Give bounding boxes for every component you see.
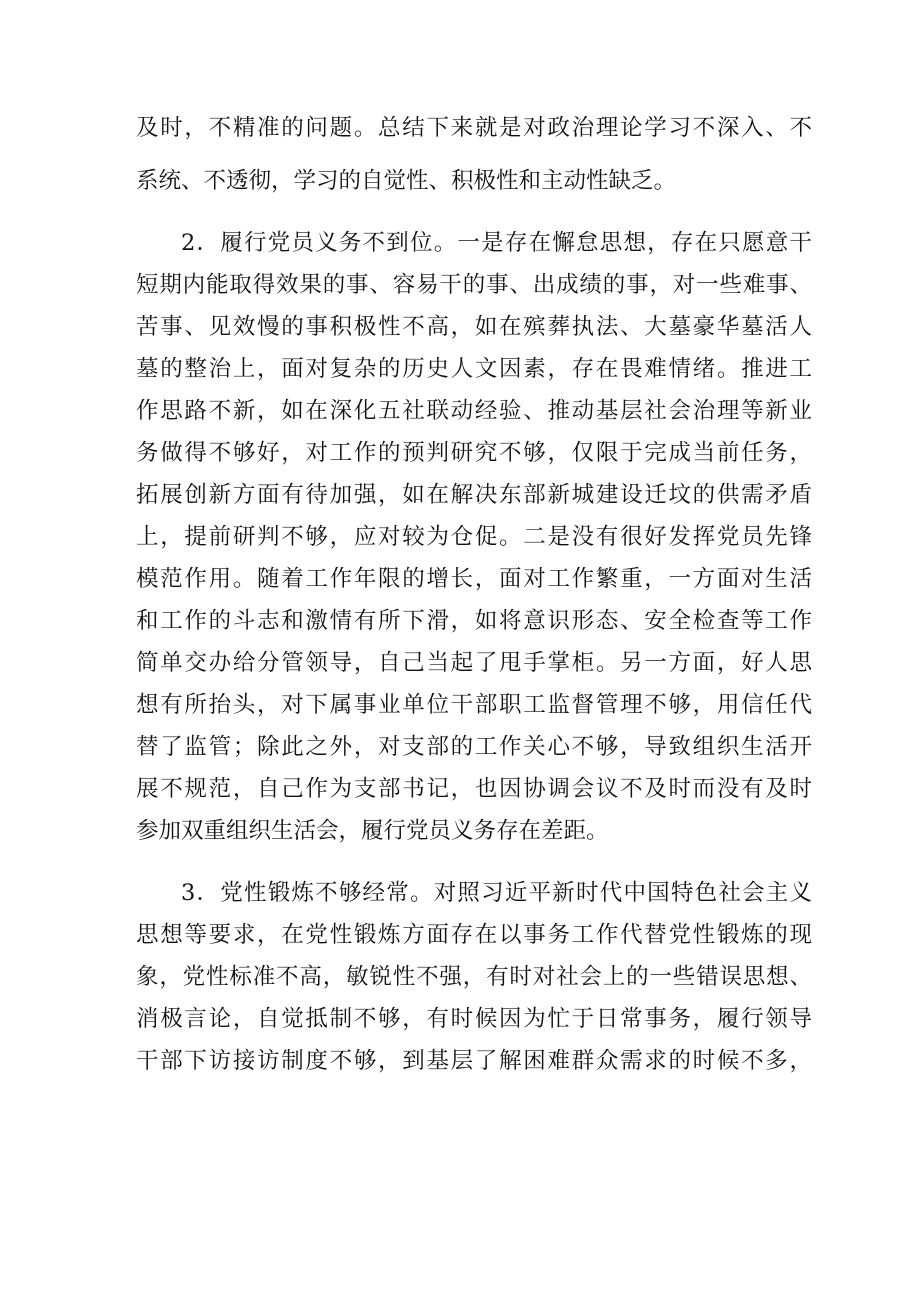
- text-line: 拓展创新方面有待加强，如在解决东部新城建设迁坟的供需矛盾: [136, 482, 812, 508]
- text-line: 展不规范，自己作为支部书记，也因协调会议不及时而没有及时: [136, 776, 812, 802]
- text-line: 思想等要求，在党性锻炼方面存在以事务工作代替党性锻炼的现: [136, 922, 812, 948]
- text-line: 墓的整治上，面对复杂的历史人文因素，存在畏难情绪。推进工: [136, 356, 812, 382]
- text-line: 干部下访接访制度不够，到基层了解困难群众需求的时候不多，: [136, 1048, 812, 1074]
- text-line: 简单交办给分管领导，自己当起了甩手掌柜。另一方面，好人思: [136, 650, 812, 676]
- text-line: 系统、不透彻，学习的自觉性、积极性和主动性缺乏。: [136, 168, 677, 194]
- text-line: 参加双重组织生活会，履行党员义务存在差距。: [136, 818, 609, 844]
- paragraph-heading-line: 3．党性锻炼不够经常。对照习近平新时代中国特色社会主义: [181, 880, 812, 906]
- text-line: 作思路不新，如在深化五社联动经验、推动基层社会治理等新业: [136, 398, 812, 424]
- text-line: 和工作的斗志和激情有所下滑，如将意识形态、安全检查等工作: [136, 608, 812, 634]
- paragraph-heading-line: 2．履行党员义务不到位。一是存在懈怠思想，存在只愿意干: [181, 230, 812, 256]
- text-line: 短期内能取得效果的事、容易干的事、出成绩的事，对一些难事、: [136, 272, 812, 298]
- text-line: 想有所抬头，对下属事业单位干部职工监督管理不够，用信任代: [136, 692, 812, 718]
- text-line: 苦事、见效慢的事积极性不高，如在殡葬执法、大墓豪华墓活人: [136, 314, 812, 340]
- text-line: 替了监管；除此之外，对支部的工作关心不够，导致组织生活开: [136, 734, 812, 760]
- text-line: 上，提前研判不够，应对较为仓促。二是没有很好发挥党员先锋: [136, 524, 812, 550]
- text-line: 及时，不精准的问题。总结下来就是对政治理论学习不深入、不: [136, 115, 812, 141]
- text-line: 象，党性标准不高，敏锐性不强，有时对社会上的一些错误思想、: [136, 964, 812, 990]
- text-line: 务做得不够好，对工作的预判研究不够，仅限于完成当前任务，: [136, 440, 812, 466]
- text-line: 消极言论，自觉抵制不够，有时候因为忙于日常事务，履行领导: [136, 1006, 812, 1032]
- text-line: 模范作用。随着工作年限的增长，面对工作繁重，一方面对生活: [136, 566, 812, 592]
